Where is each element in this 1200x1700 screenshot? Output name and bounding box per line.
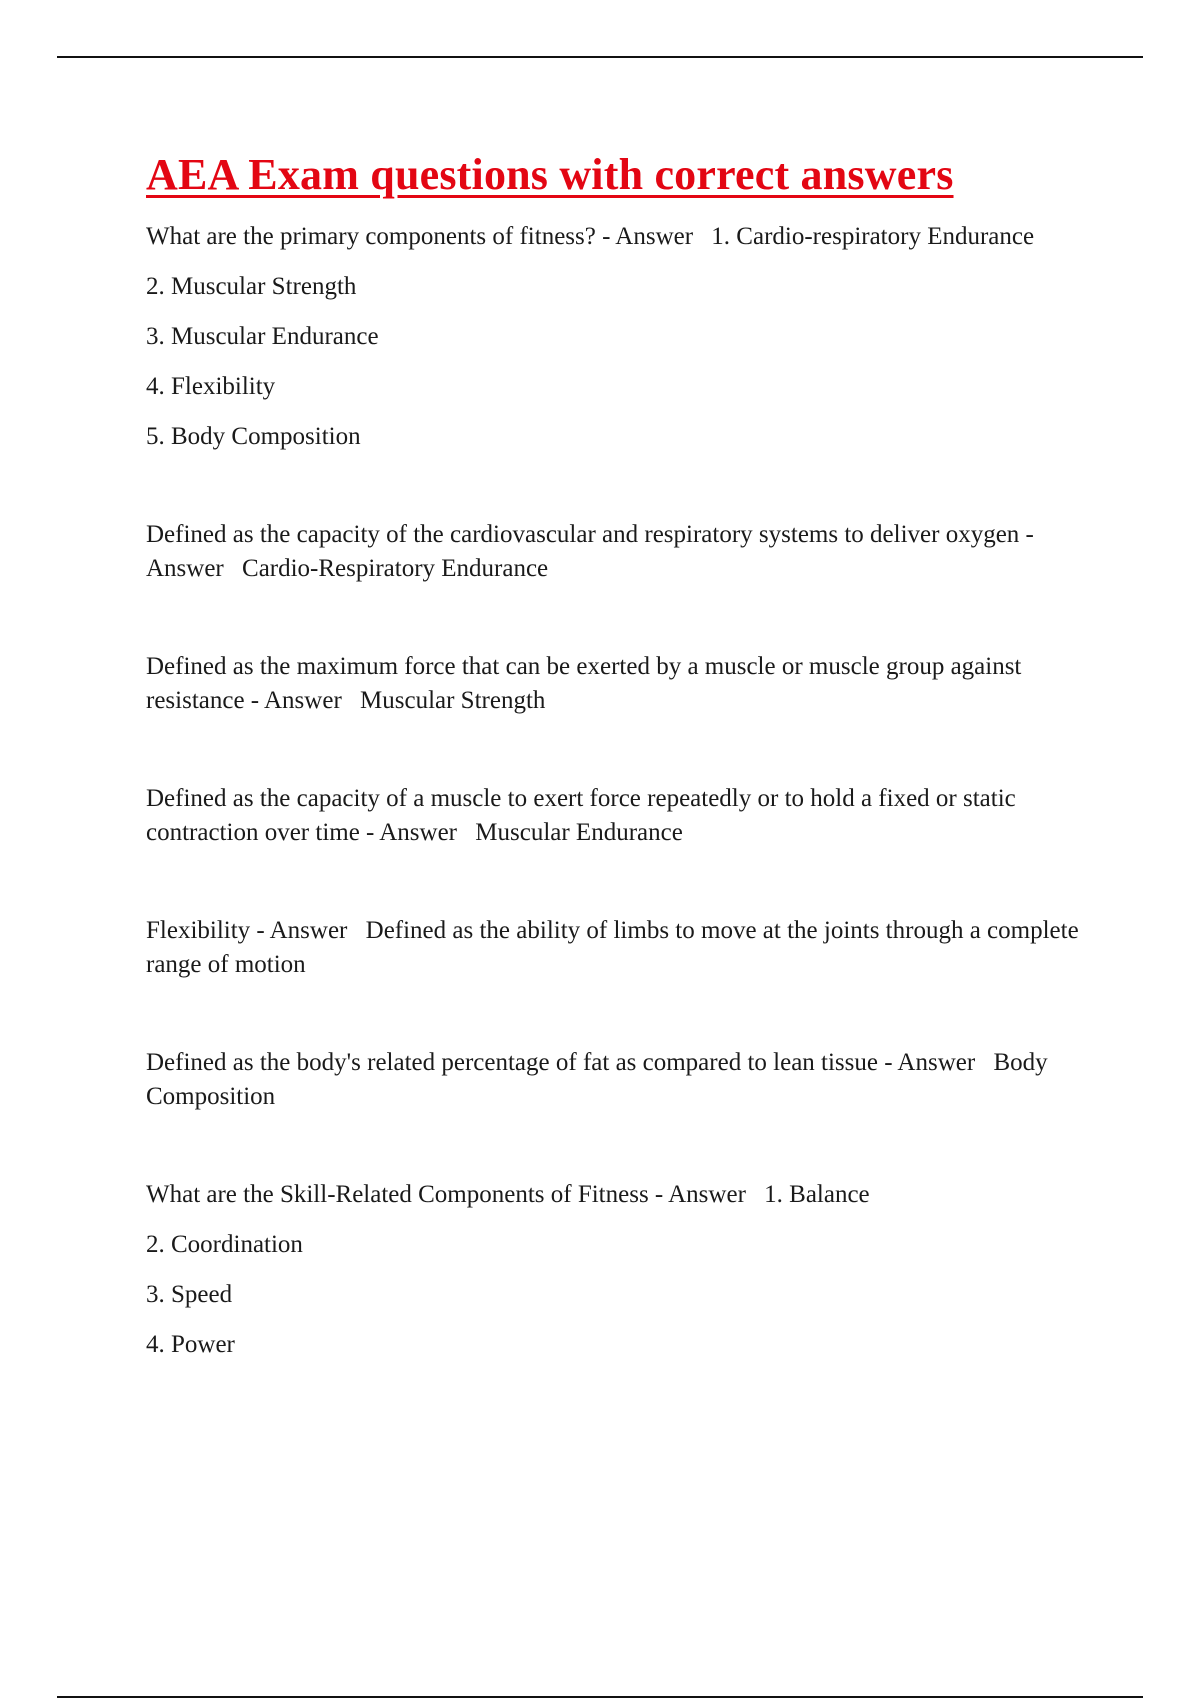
list-item: 4. Power xyxy=(146,1331,235,1358)
answer: 1. Balance xyxy=(764,1181,870,1208)
document-title: AEA Exam questions with correct answers xyxy=(146,150,954,199)
question-text xyxy=(146,1178,1096,1212)
question: Defined as the capacity of a muscle to exert force repeatedly or to hold a fixed or static contraction over time - Answer xyxy=(146,785,1016,846)
question: Defined as the maximum force that can be exerted by a muscle or muscle group against resistance - Answer xyxy=(146,653,1022,714)
question-text xyxy=(146,914,1096,982)
question: Defined as the body's related percentage of fat as compared to lean tissue - Answer xyxy=(146,1049,976,1076)
list-item: 3. Speed xyxy=(146,1281,233,1308)
question-text xyxy=(146,518,1096,586)
qa-item xyxy=(146,782,1096,850)
list-item: 4. Flexibility xyxy=(146,373,276,400)
list-item: 3. Muscular Endurance xyxy=(146,323,379,350)
qa-item xyxy=(146,650,1096,718)
qa-item xyxy=(146,1046,1096,1114)
list-item: 5. Body Composition xyxy=(146,423,361,450)
question: What are the Skill-Related Components of Fitness - Answer xyxy=(146,1181,746,1208)
qa-item xyxy=(146,220,1096,454)
qa-item xyxy=(146,1178,1096,1362)
qa-item xyxy=(146,518,1096,586)
answer: Cardio-Respiratory Endurance xyxy=(242,555,549,582)
question-text xyxy=(146,782,1096,850)
answer: Defined as the ability of limbs to move at the joints through a complete range of motion xyxy=(146,917,1079,978)
document-body xyxy=(146,148,1096,1378)
answer: Body Composition xyxy=(146,1049,1048,1110)
answer: 1. Cardio-respiratory Endurance xyxy=(711,223,1035,250)
question-text xyxy=(146,220,1096,254)
footer-rule xyxy=(57,1696,1143,1698)
header-rule xyxy=(57,56,1143,58)
question-text xyxy=(146,1046,1096,1114)
list-item: 2. Muscular Strength xyxy=(146,273,357,300)
question: What are the primary components of fitness? - Answer xyxy=(146,223,694,250)
answer: Muscular Endurance xyxy=(475,819,683,846)
list-item: 2. Coordination xyxy=(146,1231,303,1258)
answer: Muscular Strength xyxy=(360,687,546,714)
question: Flexibility - Answer xyxy=(146,917,348,944)
question: Defined as the capacity of the cardiovascular and respiratory systems to deliver oxygen - Answer xyxy=(146,521,1034,582)
qa-item xyxy=(146,914,1096,982)
question-text xyxy=(146,650,1096,718)
